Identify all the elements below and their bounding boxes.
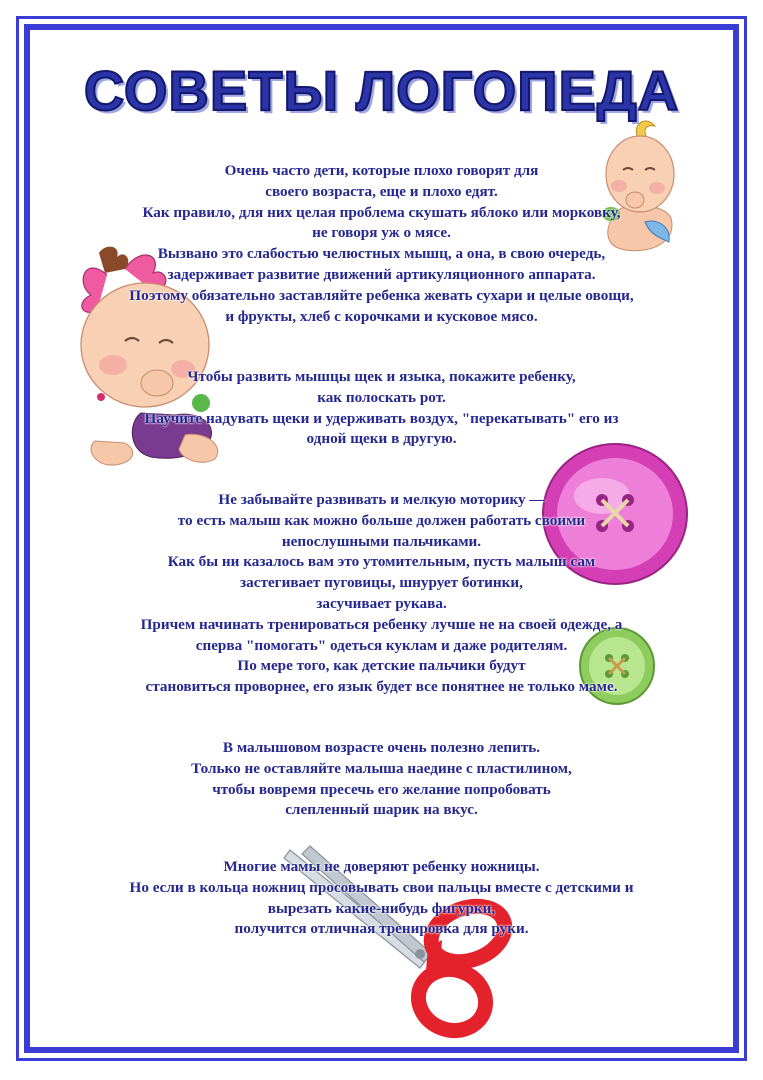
text-line: Научите надувать щеки и удерживать воздух, "перекатывать" его из [144,409,619,427]
text-line: то есть малыш как можно больше должен работать своими [177,511,586,529]
text-line: По мере того, как детские пальчики будут [237,657,526,675]
text-line: Поэтому обязательно заставляйте ребенка жевать сухари и целые овощи, [129,286,634,304]
text-line: одной щеки в другую. [306,430,457,448]
text-line: В малышовом возрасте очень полезно лепить. [222,739,541,756]
text-line: засучивает рукава. [316,594,447,612]
text-line: получится отличная тренировка для руки. [234,920,529,938]
text-line: сперва "помогать" одеться куклам и даже родителям. [195,636,568,654]
text-line: не говоря уж о мясе. [312,224,451,242]
text-line: становиться проворнее, его язык будет все понятнее не только маме. [145,678,618,696]
text-line: Но если в кольца ножниц просовывать свои пальцы вместе с детскими и [129,878,634,896]
text-line: непослушными пальчиками. [281,532,482,550]
paragraph-cheek-muscles [90,367,673,450]
text-line: Многие мамы не доверяют ребенку ножницы. [223,858,540,875]
paragraph-chewing-advice [90,161,673,327]
text-line: Причем начинать тренироваться ребенку лучше не на своей одежде, а [140,615,623,633]
text-line: Вызвано это слабостью челюстных мышц, а она, в свою очередь, [157,245,606,263]
page-title: СОВЕТЫ ЛОГОПЕДА [83,59,680,122]
paragraph-scissors [90,857,673,940]
text-line: застегивает пуговицы, шнурует ботинки, [240,574,523,592]
text-line: как полоскать рот. [317,388,446,406]
text-line: чтобы вовремя пресечь его желание попробовать [212,780,551,798]
text-line: и фрукты, хлеб с корочками и кусковое мясо. [225,307,538,325]
text-line: Как правило, для них целая проблема скушать яблоко или морковку, [142,203,621,221]
text-line: своего возраста, еще и плохо едят. [265,182,498,200]
text-line: Только не оставляйте малыша наедине с пластилином, [191,759,572,777]
text-line: Не забывайте развивать и мелкую моторику — [218,491,545,508]
text-line: вырезать какие-нибудь фигурки, [267,899,496,917]
paragraph-fine-motor-skills [90,490,673,698]
text-line: Очень часто дети, которые плохо говорят для [224,162,539,179]
text-line: слепленный шарик на вкус. [285,801,478,819]
text-line: задерживает развитие движений артикуляционного аппарата. [167,265,596,283]
text-line: Чтобы развить мышцы щек и языка, покажите ребенку, [187,368,576,385]
text-line: Как бы ни казалось вам это утомительным, пусть малыш сам [167,553,596,571]
paragraph-modeling-clay [90,738,673,821]
